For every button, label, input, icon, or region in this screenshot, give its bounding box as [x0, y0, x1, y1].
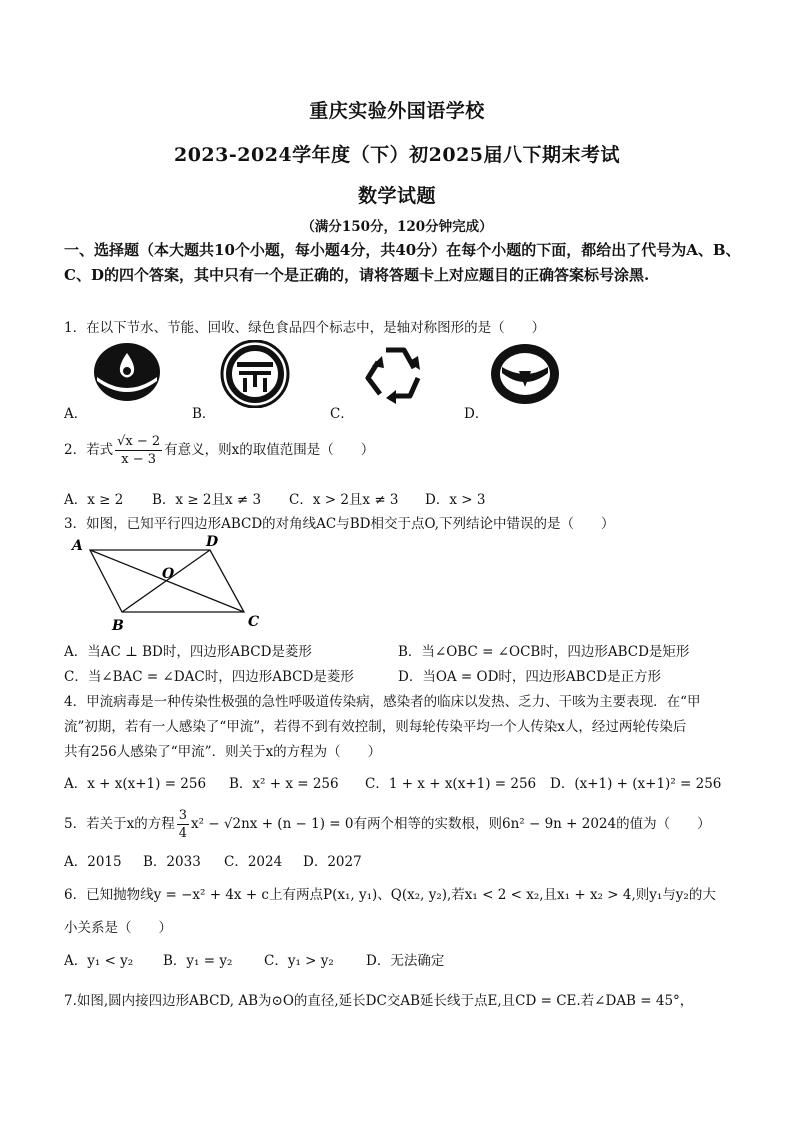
q6-option-d: D．无法确定 [366, 953, 445, 969]
q5-pre: 5．若关于x的方程 [64, 816, 175, 832]
question-1-stem: 1．在以下节水、节能、回收、绿色食品四个标志中，是轴对称图形的是（ ） [64, 320, 546, 336]
vertex-b-label: B [112, 618, 124, 634]
q2-post: 有意义，则x的取值范围是（ ） [164, 442, 375, 458]
exam-note: （满分150分，120分钟完成） [301, 219, 493, 235]
question-5-stem [64, 804, 711, 844]
question-7-line-1: 7.如图,圆内接四边形ABCD, AB为⊙O的直径,延长DC交AB延长线于点E,且CD = CE.若∠DAB = 45°， [64, 993, 694, 1009]
q2-fraction [115, 433, 162, 468]
q1-option-b: B． [192, 406, 216, 422]
section-instructions: 一、选择题（本大题共10个小题，每小题4分，共40分）在每个小题的下面，都给出了代号为A、B、C、D的四个答案，其中只有一个是正确的，请将答题卡上对应题目的正确答案标号涂黑. [64, 241, 741, 284]
q4-option-c: C．1 + x + x(x+1) = 256 [365, 776, 537, 792]
q2-numerator: √x − 2 [117, 434, 161, 449]
q3-option-c: C．当∠BAC = ∠DAC时，四边形ABCD是菱形 [64, 669, 354, 685]
question-4-line-2: 流”初期，若有一人感染了“甲流”，若得不到有效控制，则每轮传染平均一个人传染x人，经过两轮传染后 [64, 719, 687, 735]
q3-option-d: D．当OA = OD时，四边形ABCD是正方形 [398, 669, 661, 685]
q2-option-b: B．x ≥ 2且x ≠ 3 [152, 492, 262, 508]
q6-option-c: C．y₁ > y₂ [264, 953, 334, 969]
q2-option-a: A．x ≥ 2 [64, 492, 124, 508]
school-name: 重庆实验外国语学校 [309, 100, 485, 122]
q5-option-a: A．2015 [64, 854, 122, 870]
q6-option-a: A．y₁ < y₂ [64, 953, 134, 969]
question-2-stem [64, 430, 374, 470]
q5-option-c: C．2024 [224, 854, 283, 870]
q2-option-c: C．x > 2且x ≠ 3 [289, 492, 399, 508]
q3-option-a: A．当AC ⊥ BD时，四边形ABCD是菱形 [64, 644, 312, 660]
water-saving-logo [91, 341, 163, 403]
vertex-d-label: D [206, 534, 219, 550]
green-food-logo [488, 341, 562, 407]
q6-option-b: B．y₁ = y₂ [163, 953, 233, 969]
q3-option-b: B．当∠OBC = ∠OCB时，四边形ABCD是矩形 [398, 644, 690, 660]
q5-fraction [177, 807, 189, 842]
q4-option-d: D．(x+1) + (x+1)² = 256 [550, 776, 722, 792]
q4-option-a: A．x + x(x+1) = 256 [64, 776, 207, 792]
exam-title: 2023-2024学年度（下）初2025届八下期末考试 [173, 144, 621, 166]
question-3-stem: 3．如图，已知平行四边形ABCD的对角线AC与BD相交于点O,下列结论中错误的是（ ） [64, 516, 615, 532]
question-6-line-1: 6．已知抛物线y = −x² + 4x + c上有两点P(x₁, y₁)、Q(x₂, y₂),若x₁ < 2 < x₂,且x₁ + x₂ > 4,则y₁与y₂的大 [64, 887, 716, 903]
recycle-logo [358, 340, 432, 410]
q5-option-d: D．2027 [303, 854, 362, 870]
vertex-a-label: A [72, 538, 83, 554]
subject-title: 数学试题 [357, 185, 436, 207]
q2-pre: 2．若式 [64, 442, 114, 458]
q1-option-d: D． [464, 406, 489, 422]
parallelogram-figure [68, 534, 268, 634]
question-6-line-2: 小关系是（ ） [64, 920, 172, 936]
energy-saving-logo [219, 340, 291, 408]
question-4-line-3: 共有256人感染了“甲流”．则关于x的方程为（ ） [64, 744, 382, 760]
q5-option-b: B．2033 [143, 854, 201, 870]
q2-option-d: D．x > 3 [425, 492, 486, 508]
q4-option-b: B．x² + x = 256 [229, 776, 339, 792]
q2-denominator: x − 3 [121, 452, 156, 467]
q1-option-c: C． [330, 406, 354, 422]
q1-option-a: A． [64, 406, 88, 422]
q5-numerator: 3 [178, 808, 187, 823]
vertex-c-label: C [248, 614, 260, 630]
q5-denominator: 4 [178, 826, 187, 841]
q5-post: x² − √2nx + (n − 1) = 0有两个相等的实数根，则6n² − 9n + 2024的值为（ ） [190, 816, 711, 832]
center-o-label: O [162, 566, 175, 582]
question-4-line-1: 4．甲流病毒是一种传染性极强的急性呼吸道传染病，感染者的临床以发热、乏力、干咳为主要表现．在“甲 [64, 694, 701, 710]
